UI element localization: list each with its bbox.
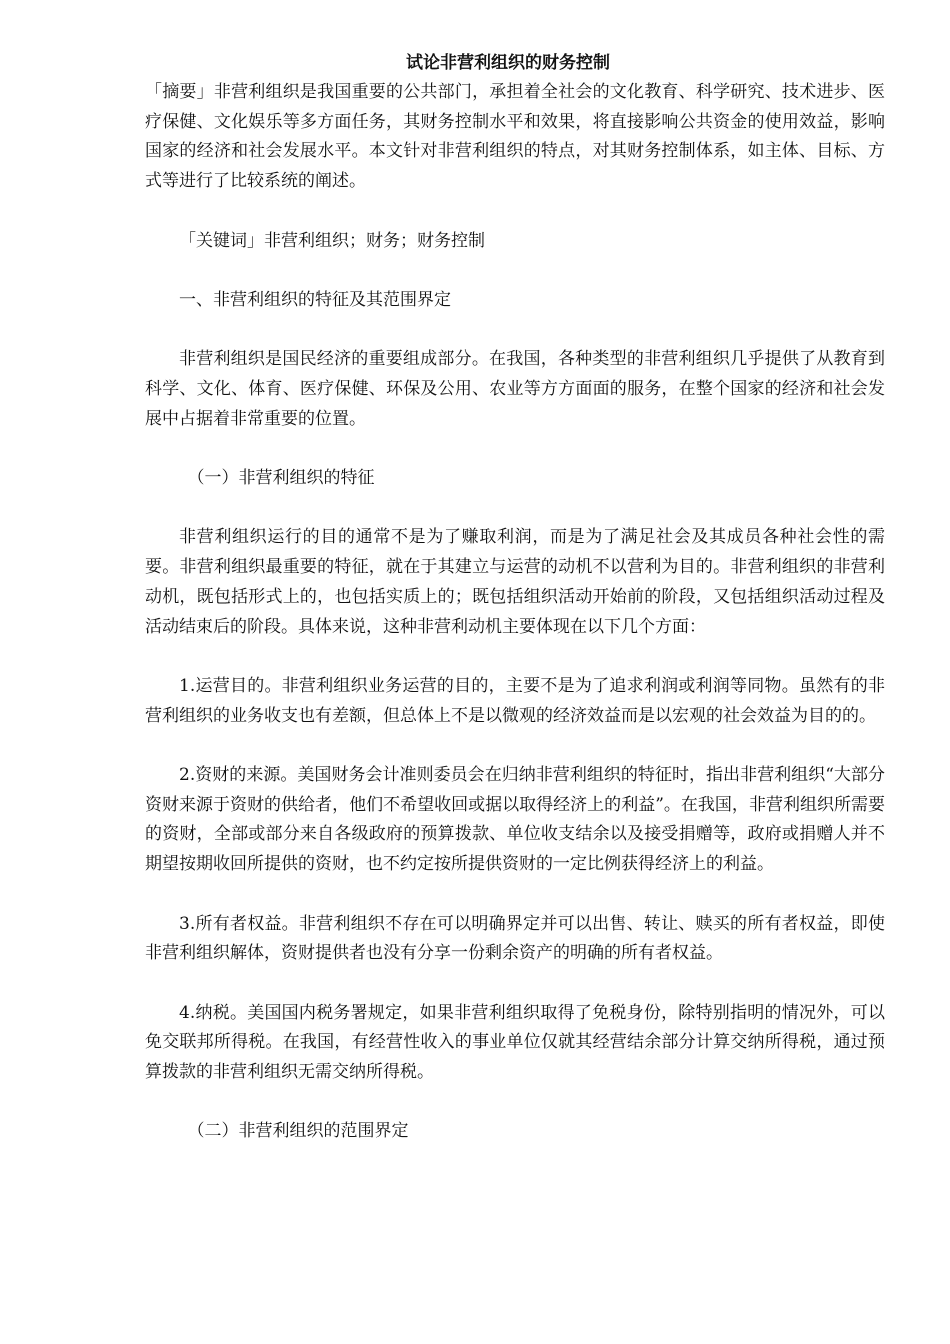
point-2-paragraph: 2.资财的来源。美国财务会计准则委员会在归纳非营利组织的特征时，指出非营利组织“大部分资财来源于资财的供给者，他们不希望收回或据以取得经济上的利益”。在我国，非营利组织所需要的资财，全部或部分来自各级政府的预算拨款、单位收支结余以及接受捐赠等，政府或捐赠人并不期望按期收回所提供的资财，也不约定按所提供资财的一定比例获得经济上的利益。: [145, 765, 885, 875]
point-3-paragraph: 3.所有者权益。非营利组织不存在可以明确界定并可以出售、转让、赎买的所有者权益，即使非营利组织解体，资财提供者也没有分享一份剩余资产的明确的所有者权益。: [145, 913, 885, 964]
subsection-1-heading: （一）非营利组织的特征: [187, 468, 375, 489]
point-4-paragraph: 4.纳税。美国国内税务署规定，如果非营利组织取得了免税身份，除特别指明的情况外，可以免交联邦所得税。在我国，有经营性收入的事业单位仅就其经营结余部分计算交纳所得税，通过预算拨款的非营利组织无需交纳所得税。: [145, 1002, 885, 1083]
document-title: 试论非营利组织的财务控制: [406, 53, 610, 73]
section-1-intro-paragraph: 非营利组织是国民经济的重要组成部分。在我国，各种类型的非营利组织几乎提供了从教育到科学、文化、体育、医疗保健、环保及公用、农业等方方面面的服务，在整个国家的经济和社会发展中占据着非常重要的位置。: [145, 349, 885, 429]
subsection-1-paragraph: 非营利组织运行的目的通常不是为了赚取利润，而是为了满足社会及其成员各种社会性的需要。非营利组织最重要的特征，就在于其建立与运营的动机不以营利为目的。非营利组织的非营利动机，既包括形式上的，也包括实质上的；既包括组织活动开始前的阶段，又包括组织活动过程及活动结束后的阶段。具体来说，这种非营利动机主要体现在以下几个方面：: [145, 527, 885, 637]
abstract-paragraph: 「摘要」非营利组织是我国重要的公共部门，承担着全社会的文化教育、科学研究、技术进步、医疗保健、文化娱乐等多方面任务，其财务控制水平和效果，将直接影响公共资金的使用效益，影响国家的经济和社会发展水平。本文针对非营利组织的特点，对其财务控制体系，如主体、目标、方式等进行了比较系统的阐述。: [145, 82, 885, 192]
document-body: [145, 78, 885, 1177]
subsection-2-heading: （二）非营利组织的范围界定: [187, 1121, 409, 1142]
section-1-heading: 一、非营利组织的特征及其范围界定: [179, 289, 451, 310]
keywords-paragraph: 「关键词」非营利组织；财务；财务控制: [179, 230, 485, 251]
point-1-paragraph: 1.运营目的。非营利组织业务运营的目的，主要不是为了追求利润或利润等同物。虽然有的非营利组织的业务收支也有差额，但总体上不是以微观的经济效益而是以宏观的社会效益为目的的。: [145, 675, 885, 726]
